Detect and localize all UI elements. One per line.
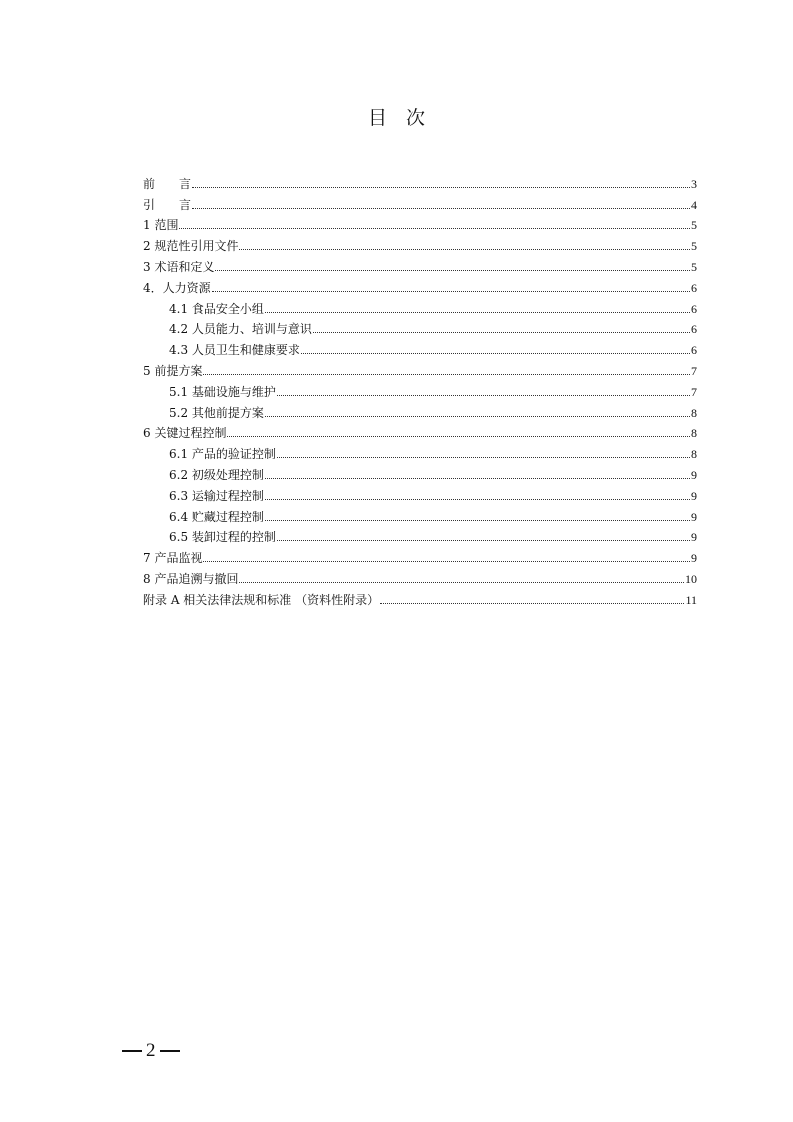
toc-entry-label: 6.4 贮藏过程控制 <box>169 509 264 524</box>
toc-dot-leader <box>239 581 684 583</box>
toc-entry[interactable] <box>143 461 697 482</box>
toc-entry-label: 4.3 人员卫生和健康要求 <box>169 343 300 358</box>
toc-entry-page: 6 <box>691 280 697 295</box>
toc-entry-label: 4.1 食品安全小组 <box>169 301 264 316</box>
toc-dot-leader <box>265 311 690 313</box>
table-of-contents <box>143 170 697 607</box>
toc-entry-page: 6 <box>691 322 697 337</box>
toc-entry[interactable] <box>143 482 697 503</box>
toc-entry-label: 1 范围 <box>143 218 179 233</box>
toc-entry-label: 5.1 基础设施与维护 <box>169 384 276 399</box>
toc-dot-leader <box>301 352 690 354</box>
toc-entry[interactable] <box>143 399 697 420</box>
toc-entry-page: 5 <box>691 218 697 233</box>
toc-entry[interactable] <box>143 440 697 461</box>
toc-dot-leader <box>203 373 690 375</box>
toc-entry-page: 9 <box>691 509 697 524</box>
toc-dot-leader <box>203 560 690 562</box>
footer-dash-right <box>160 1050 180 1052</box>
toc-dot-leader <box>265 477 690 479</box>
toc-entry-label: 5.2 其他前提方案 <box>169 405 264 420</box>
toc-dot-leader <box>313 331 690 333</box>
toc-entry-page: 11 <box>685 592 697 607</box>
toc-entry[interactable] <box>143 524 697 545</box>
page-title: 目 次 <box>367 107 425 129</box>
toc-entry[interactable] <box>143 420 697 441</box>
toc-dot-leader <box>265 519 690 521</box>
toc-dot-leader <box>239 248 690 250</box>
toc-entry-label: 2 规范性引用文件 <box>143 239 239 254</box>
toc-entry-page: 4 <box>691 197 697 212</box>
toc-dot-leader <box>179 227 690 229</box>
toc-dot-leader <box>277 456 690 458</box>
toc-entry-page: 3 <box>691 176 697 191</box>
toc-entry-label: 6.2 初级处理控制 <box>169 467 264 482</box>
toc-entry[interactable] <box>143 253 697 274</box>
toc-dot-leader <box>215 269 690 271</box>
toc-entry[interactable] <box>143 191 697 212</box>
toc-entry-page: 9 <box>691 488 697 503</box>
toc-entry[interactable] <box>143 544 697 565</box>
toc-entry-page: 9 <box>691 467 697 482</box>
toc-entry[interactable] <box>143 378 697 399</box>
page-footer <box>118 1040 184 1062</box>
footer-page-number: 2 <box>146 1040 156 1061</box>
toc-entry-page: 9 <box>691 551 697 566</box>
footer-dash-left <box>122 1050 142 1052</box>
toc-entry-label: 5 前提方案 <box>143 363 203 378</box>
toc-entry-label: 6.5 装卸过程的控制 <box>169 530 276 545</box>
toc-entry-page: 5 <box>691 259 697 274</box>
toc-entry-page: 7 <box>691 384 697 399</box>
toc-entry-label: 引 言 <box>143 197 192 212</box>
toc-entry[interactable] <box>143 316 697 337</box>
toc-dot-leader <box>192 186 690 188</box>
toc-entry[interactable] <box>143 503 697 524</box>
toc-entry-page: 8 <box>691 405 697 420</box>
toc-entry-page: 9 <box>691 530 697 545</box>
toc-entry-label: 6 关键过程控制 <box>143 426 227 441</box>
toc-entry-page: 8 <box>691 426 697 441</box>
toc-entry[interactable] <box>143 170 697 191</box>
toc-entry[interactable] <box>143 212 697 233</box>
toc-entry[interactable] <box>143 586 697 607</box>
toc-dot-leader <box>380 602 684 604</box>
toc-entry-page: 7 <box>691 363 697 378</box>
toc-entry-page: 6 <box>691 343 697 358</box>
toc-entry[interactable] <box>143 357 697 378</box>
toc-entry-label: 4．人力资源 <box>143 280 211 295</box>
toc-entry[interactable] <box>143 565 697 586</box>
toc-entry-label: 附录 A 相关法律法规和标准 （资料性附录） <box>143 592 380 607</box>
toc-entry-label: 6.1 产品的验证控制 <box>169 447 276 462</box>
toc-entry-page: 6 <box>691 301 697 316</box>
toc-entry-label: 8 产品追溯与撤回 <box>143 571 239 586</box>
toc-entry-label: 6.3 运输过程控制 <box>169 488 264 503</box>
toc-dot-leader <box>277 539 690 541</box>
toc-entry[interactable] <box>143 232 697 253</box>
toc-entry-label: 4.2 人员能力、培训与意识 <box>169 322 312 337</box>
toc-entry[interactable] <box>143 295 697 316</box>
toc-entry-page: 10 <box>685 571 697 586</box>
toc-entry-label: 前 言 <box>143 176 192 191</box>
toc-entry[interactable] <box>143 336 697 357</box>
toc-entry-page: 5 <box>691 239 697 254</box>
toc-entry-label: 7 产品监视 <box>143 551 203 566</box>
toc-dot-leader <box>265 415 690 417</box>
toc-entry-label: 3 术语和定义 <box>143 259 215 274</box>
toc-entry[interactable] <box>143 274 697 295</box>
toc-dot-leader <box>212 290 690 292</box>
toc-dot-leader <box>227 435 690 437</box>
toc-dot-leader <box>277 394 690 396</box>
toc-dot-leader <box>265 498 690 500</box>
toc-dot-leader <box>192 207 690 209</box>
toc-entry-page: 8 <box>691 447 697 462</box>
